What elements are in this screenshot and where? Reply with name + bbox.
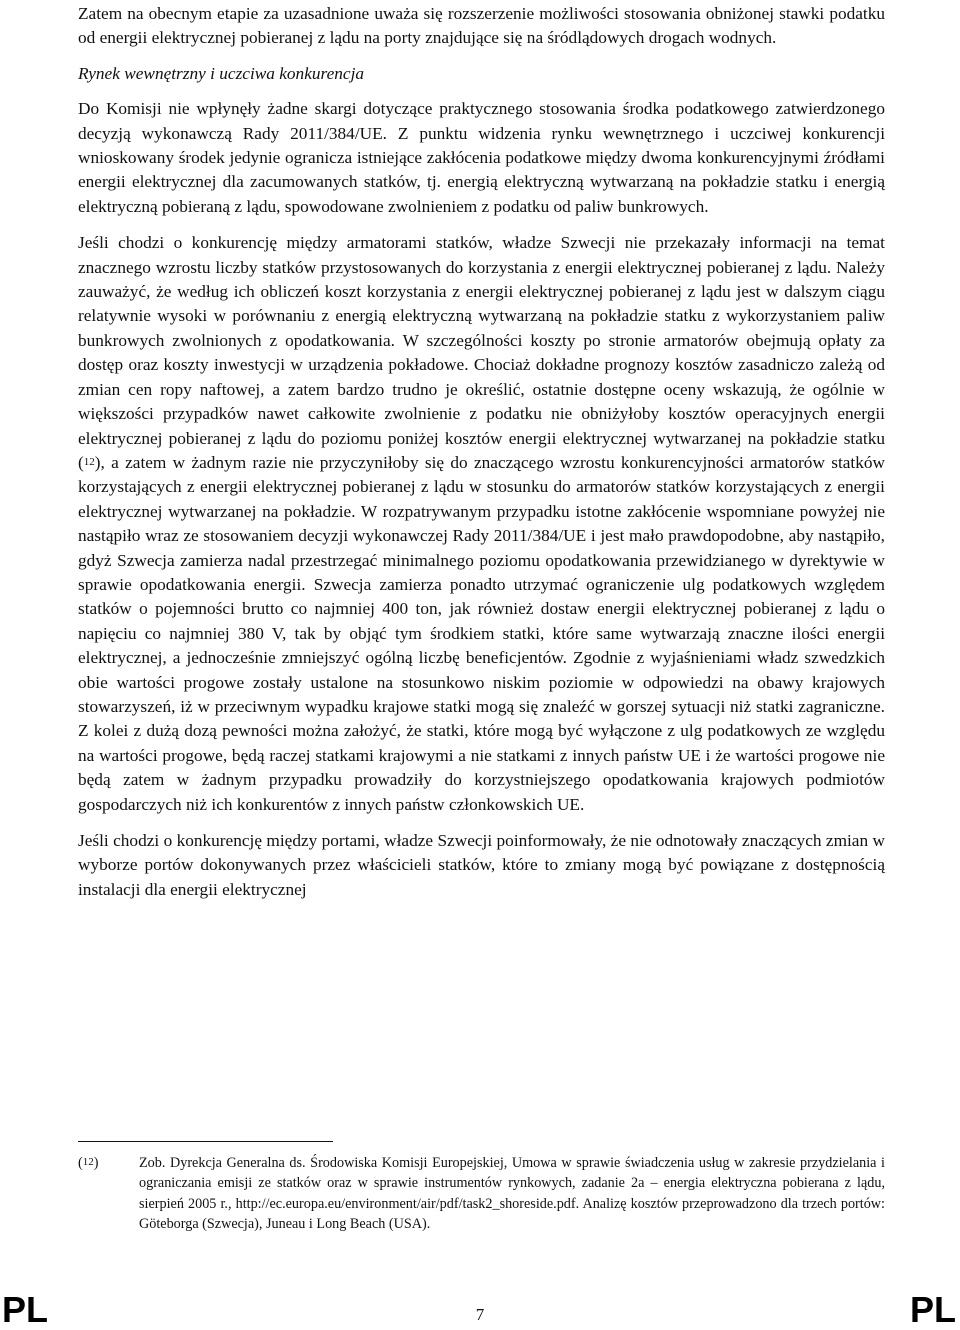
footnote-reference[interactable]: 12: [83, 455, 95, 468]
language-code-left: PL: [2, 1289, 49, 1330]
page-number: 7: [475, 1305, 485, 1324]
footnote-separator: [78, 1141, 333, 1142]
language-code-right: PL: [909, 1289, 956, 1330]
footnote: [78, 1153, 885, 1234]
footnote-text: Zob. Dyrekcja Generalna ds. Środowiska Komisji Europejskiej, Umowa w sprawie świadczenia usług w zakresie przydzielania i ograniczania emisji ze statków oraz w sprawie instrumentów rynkowych, zadanie 2a – energia elektryczna pobierana z lądu, sierpień 2005 r., http://ec.europa.eu/environment/air/pdf/task2_shoreside.pdf. Analizę kosztów przeprowadzono dla trzech portów: Göteborga (Szwecja), Juneau i Long Beach (USA).: [139, 1155, 885, 1232]
paragraph-shipowner-competition: [78, 231, 885, 817]
paragraph-text-part-b: ), a zatem w żadnym razie nie przyczyniłoby się do znaczącego wzrostu konkurencyjności armatorów statków korzystających z energii elektrycznej pobieranej z lądu w stosunku do armatorów statków korzystających z energii elektrycznej wytwarzanej na pokładzie. W rozpatrywanym przypadku istotne zakłócenie wspomniane powyżej nie nastąpiło wraz ze stosowaniem decyzji wykonawczej Rady 2011/384/UE i jest mało prawdopodobne, aby nastąpiło, gdyż Szwecja zamierza nadal przestrzegać minimalnego poziomu opodatkowania przewidzianego w dyrektywie w sprawie opodatkowania energii. Szwecja zamierza ponadto utrzymać ograniczenie ulg podatkowych względem statków o pojemności brutto co najmniej 400 ton, jak również dostaw energii elektrycznej pobieranej z lądu o napięciu co najmniej 380 V, tak by objąć tym środkiem statki, które same wytwarzają znaczne ilości energii elektrycznej, a jednocześnie zmniejszyć ogólną liczbę beneficjentów. Zgodnie z wyjaśnieniami władz szwedzkich obie wartości progowe zostały ustalone na stosunkowo niskim poziomie w odpowiedzi na obawy krajowych stowarzyszeń, iż w przeciwnym wypadku krajowe statki mogą się znaleźć w gorszej sytuacji niż statki zagraniczne. Z kolei z dużą dozą pewności można założyć, że statki, które mogą być wyłączone z ulg podatkowych ze względu na wartości progowe, będą raczej statkami krajowymi a nie statkami z innych państw UE i że wartości progowe nie będą zatem w żadnym przypadku prowadziły do korzystniejszego opodatkowania krajowych podmiotów gospodarczych niż ich konkurentów z innych państw członkowskich UE.: [78, 452, 885, 814]
paragraph-intro: Zatem na obecnym etapie za uzasadnione uważa się rozszerzenie możliwości stosowania obniżonej stawki podatku od energii elektrycznej pobieranej z lądu na porty znajdujące się na śródlądowych drogach wodnych.: [78, 4, 885, 48]
footnote-marker-number: 12: [82, 1156, 94, 1168]
paragraph-text-part-a: Jeśli chodzi o konkurencję między armatorami statków, władze Szwecji nie przekazały informacji na temat znacznego wzrostu liczby statków przystosowanych do korzystania z energii elektrycznej pobieranej z lądu. Należy zauważyć, że według ich obliczeń koszt korzystania z energii elektrycznej pobieranej z lądu jest w dalszym ciągu relatywnie wysoki w porównaniu z energią elektryczną wytwarzaną na pokładzie statku z wykorzystaniem paliw bunkrowych zwolnionych z opodatkowania. W szczególności koszty po stronie armatorów obejmują opłaty za dostęp oraz koszty inwestycji w urządzenia pokładowe. Chociaż dokładne prognozy kosztów zasadniczo zależą od zmian cen ropy naftowej, a zatem bardzo trudno je określić, ostatnie dostępne oceny wskazują, że ogólnie w większości przypadków nawet całkowite zwolnienie z podatku nie obniżyłoby kosztów operacyjnych energii elektrycznej pobieranej z lądu do poziomu poniżej kosztów energii elektrycznej wytwarzanej na pokładzie statku (: [78, 233, 885, 472]
document-body: [78, 0, 885, 902]
page-footer: [0, 1288, 960, 1330]
section-heading: Rynek wewnętrzny i uczciwa konkurencja: [78, 63, 365, 83]
paragraph-port-competition: Jeśli chodzi o konkurencję między portami, władze Szwecji poinformowały, że nie odnotowały znaczących zmian w wyborze portów dokonywanych przez właścicieli statków, które to zmiany mogą być powiązane z dostępnością instalacji dla energii elektrycznej: [78, 831, 885, 899]
paragraph-internal-market: Do Komisji nie wpłynęły żadne skargi dotyczące praktycznego stosowania środka podatkowego zatwierdzonego decyzją wykonawczą Rady 2011/384/UE. Z punktu widzenia rynku wewnętrznego i uczciwej konkurencji wnioskowany środek jedynie ogranicza istniejące zakłócenia podatkowe między dwoma konkurencyjnymi źródłami energii elektrycznej dla zacumowanych statków, tj. energią elektryczną wytwarzaną na pokładzie statku i energią elektryczną pobieraną z lądu, spowodowane zwolnieniem z podatku od paliw bunkrowych.: [78, 99, 885, 216]
footnote-marker: ($^{12}$): [78, 1155, 99, 1171]
